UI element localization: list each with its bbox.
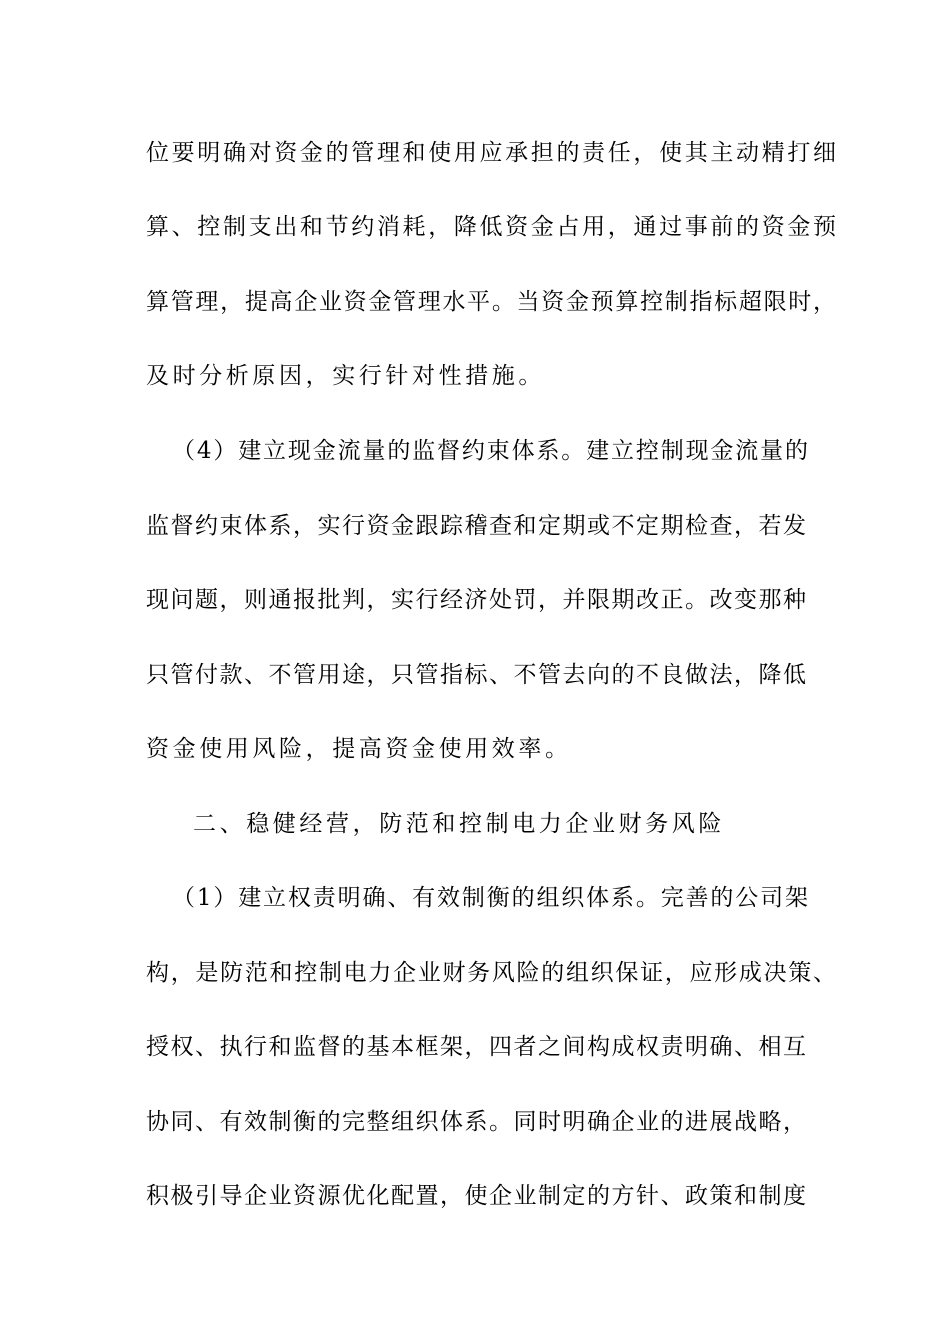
section-heading: 二、稳健经营，防范和控制电力企业财务风险 (193, 811, 725, 837)
paragraph-line-14: 协同、有效制衡的完整组织体系。同时明确企业的进展战略， (146, 1109, 806, 1135)
paragraph-line-6: 监督约束体系，实行资金跟踪稽查和定期或不定期检查，若发 (146, 513, 806, 539)
paragraph-line-4: 及时分析原因，实行针对性措施。 (146, 363, 545, 389)
paragraph-line-7: 现问题，则通报批判，实行经济处罚，并限期改正。改变那种 (146, 587, 806, 613)
paragraph-line-5: （4）建立现金流量的监督约束体系。建立控制现金流量的 (172, 438, 808, 464)
paragraph-line-3: 算管理，提高企业资金管理水平。当资金预算控制指标超限时， (146, 289, 836, 315)
paragraph-line-13: 授权、执行和监督的基本框架，四者之间构成权责明确、相互 (146, 1034, 806, 1060)
paragraph-line-2: 算、控制支出和节约消耗，降低资金占用，通过事前的资金预 (146, 214, 836, 240)
paragraph-line-11: （1）建立权责明确、有效制衡的组织体系。完善的公司架 (172, 885, 808, 911)
paragraph-line-8: 只管付款、不管用途，只管指标、不管去向的不良做法，降低 (146, 662, 806, 688)
paragraph-line-15: 积极引导企业资源优化配置，使企业制定的方针、政策和制度 (146, 1183, 806, 1209)
paragraph-line-9: 资金使用风险，提高资金使用效率。 (146, 736, 572, 762)
paragraph-line-12: 构，是防范和控制电力企业财务风险的组织保证，应形成决策、 (146, 960, 836, 986)
paragraph-line-1: 位要明确对资金的管理和使用应承担的责任，使其主动精打细 (146, 140, 836, 166)
